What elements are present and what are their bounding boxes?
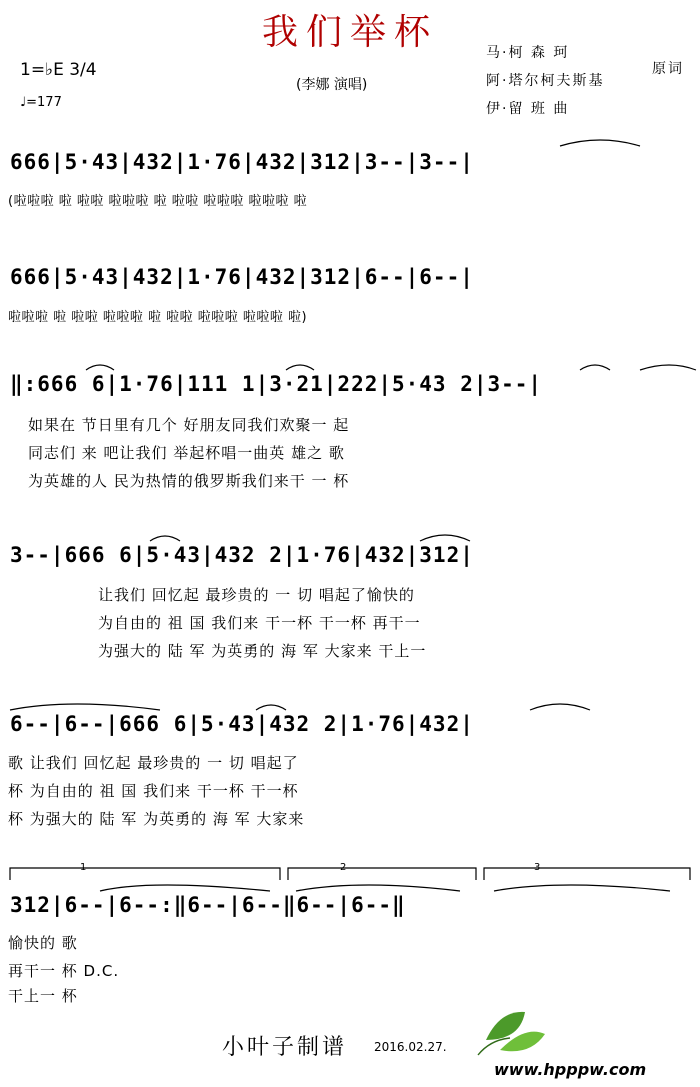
score-row-2-notes: 666|5·43|432|1·76|432|312|6--|6--| <box>10 265 474 289</box>
original-lyrics-label: 原词 <box>652 61 684 77</box>
score-row-3-lyrics-verse-2: 同志们 来 吧让我们 举起杯唱一曲英 雄之 歌 <box>28 444 345 462</box>
volta-3-bracket <box>484 868 690 880</box>
tie-arc <box>296 885 460 891</box>
volta-2-label: 2 <box>340 862 347 873</box>
singer-credit: (李娜 演唱) <box>296 77 368 93</box>
score-row-4-lyrics-verse-1: 让我们 回忆起 最珍贵的 一 切 唱起了愉快的 <box>98 586 415 604</box>
score-row-4-lyrics-verse-2: 为自由的 祖 国 我们来 干一杯 干一杯 再干一 <box>98 614 421 632</box>
tempo-marking: ♩=177 <box>20 95 62 110</box>
maker-credit: 小叶子制谱 <box>222 1035 348 1060</box>
score-row-6-lyrics-verse-2: 再干一 杯 D.C. <box>8 962 120 980</box>
score-row-5-lyrics-verse-1: 歌 让我们 回忆起 最珍贵的 一 切 唱起了 <box>8 754 299 772</box>
tie-arc <box>286 365 314 370</box>
score-row-3-notes: ‖:666 6|1·76|111 1|3·21|222|5·43 2|3--| <box>10 372 543 396</box>
date-stamp: 2016.02.27. <box>374 1040 447 1054</box>
score-row-5-lyrics-verse-3: 杯 为强大的 陆 军 为英勇的 海 军 大家来 <box>8 810 305 828</box>
volta-3-label: 3 <box>534 862 541 873</box>
score-row-1-notes: 666|5·43|432|1·76|432|312|3--|3--| <box>10 150 474 174</box>
leaf-logo-icon <box>478 1012 545 1055</box>
score-row-4-lyrics-verse-3: 为强大的 陆 军 为英勇的 海 军 大家来 干上一 <box>98 642 427 660</box>
score-row-3-lyrics-verse-3: 为英雄的人 民为热情的俄罗斯我们来干 一 杯 <box>28 472 350 490</box>
tie-arc <box>86 365 114 370</box>
score-row-1-lyrics: (啦啦啦 啦 啦啦 啦啦啦 啦 啦啦 啦啦啦 啦啦啦 啦 <box>8 194 308 209</box>
volta-2-bracket <box>288 868 476 880</box>
score-row-3-lyrics-verse-1: 如果在 节日里有几个 好朋友同我们欢聚一 起 <box>28 416 350 434</box>
score-row-2-lyrics: 啦啦啦 啦 啦啦 啦啦啦 啦 啦啦 啦啦啦 啦啦啦 啦) <box>8 310 308 325</box>
volta-1-label: 1 <box>80 862 87 873</box>
tie-arc <box>580 365 610 370</box>
tie-arc <box>494 885 670 891</box>
tie-arc <box>256 705 286 710</box>
score-row-6-lyrics-verse-3: 干上一 杯 <box>8 987 78 1005</box>
score-row-5-notes: 6--|6--|666 6|5·43|432 2|1·76|432| <box>10 712 474 736</box>
website-watermark: www.hpppw.com <box>494 1060 647 1079</box>
song-title: 我们举杯 <box>261 12 438 53</box>
score-row-4-notes: 3--|666 6|5·43|432 2|1·76|432|312| <box>10 543 474 567</box>
tie-arc <box>100 885 270 891</box>
tie-arc <box>530 704 590 710</box>
score-row-5-lyrics-verse-2: 杯 为自由的 祖 国 我们来 干一杯 干一杯 <box>8 782 299 800</box>
tie-arc <box>150 536 180 541</box>
tie-arc <box>10 704 160 710</box>
lyricist-line-1: 马·柯 森 珂 <box>486 45 570 61</box>
score-row-6-notes: 312|6--|6--:‖6--|6--‖6--|6--‖ <box>10 893 406 917</box>
volta-1-bracket <box>10 868 280 880</box>
lyricist-line-2: 阿·塔尔柯夫斯基 <box>486 73 605 89</box>
tie-arc <box>640 365 696 370</box>
score-row-6-lyrics-verse-1: 愉快的 歌 <box>8 934 78 952</box>
composer-line: 伊·留 班 曲 <box>486 101 570 117</box>
key-signature: 1=♭E 3/4 <box>20 60 97 80</box>
tie-arc <box>420 535 470 541</box>
tie-arc <box>560 140 640 146</box>
